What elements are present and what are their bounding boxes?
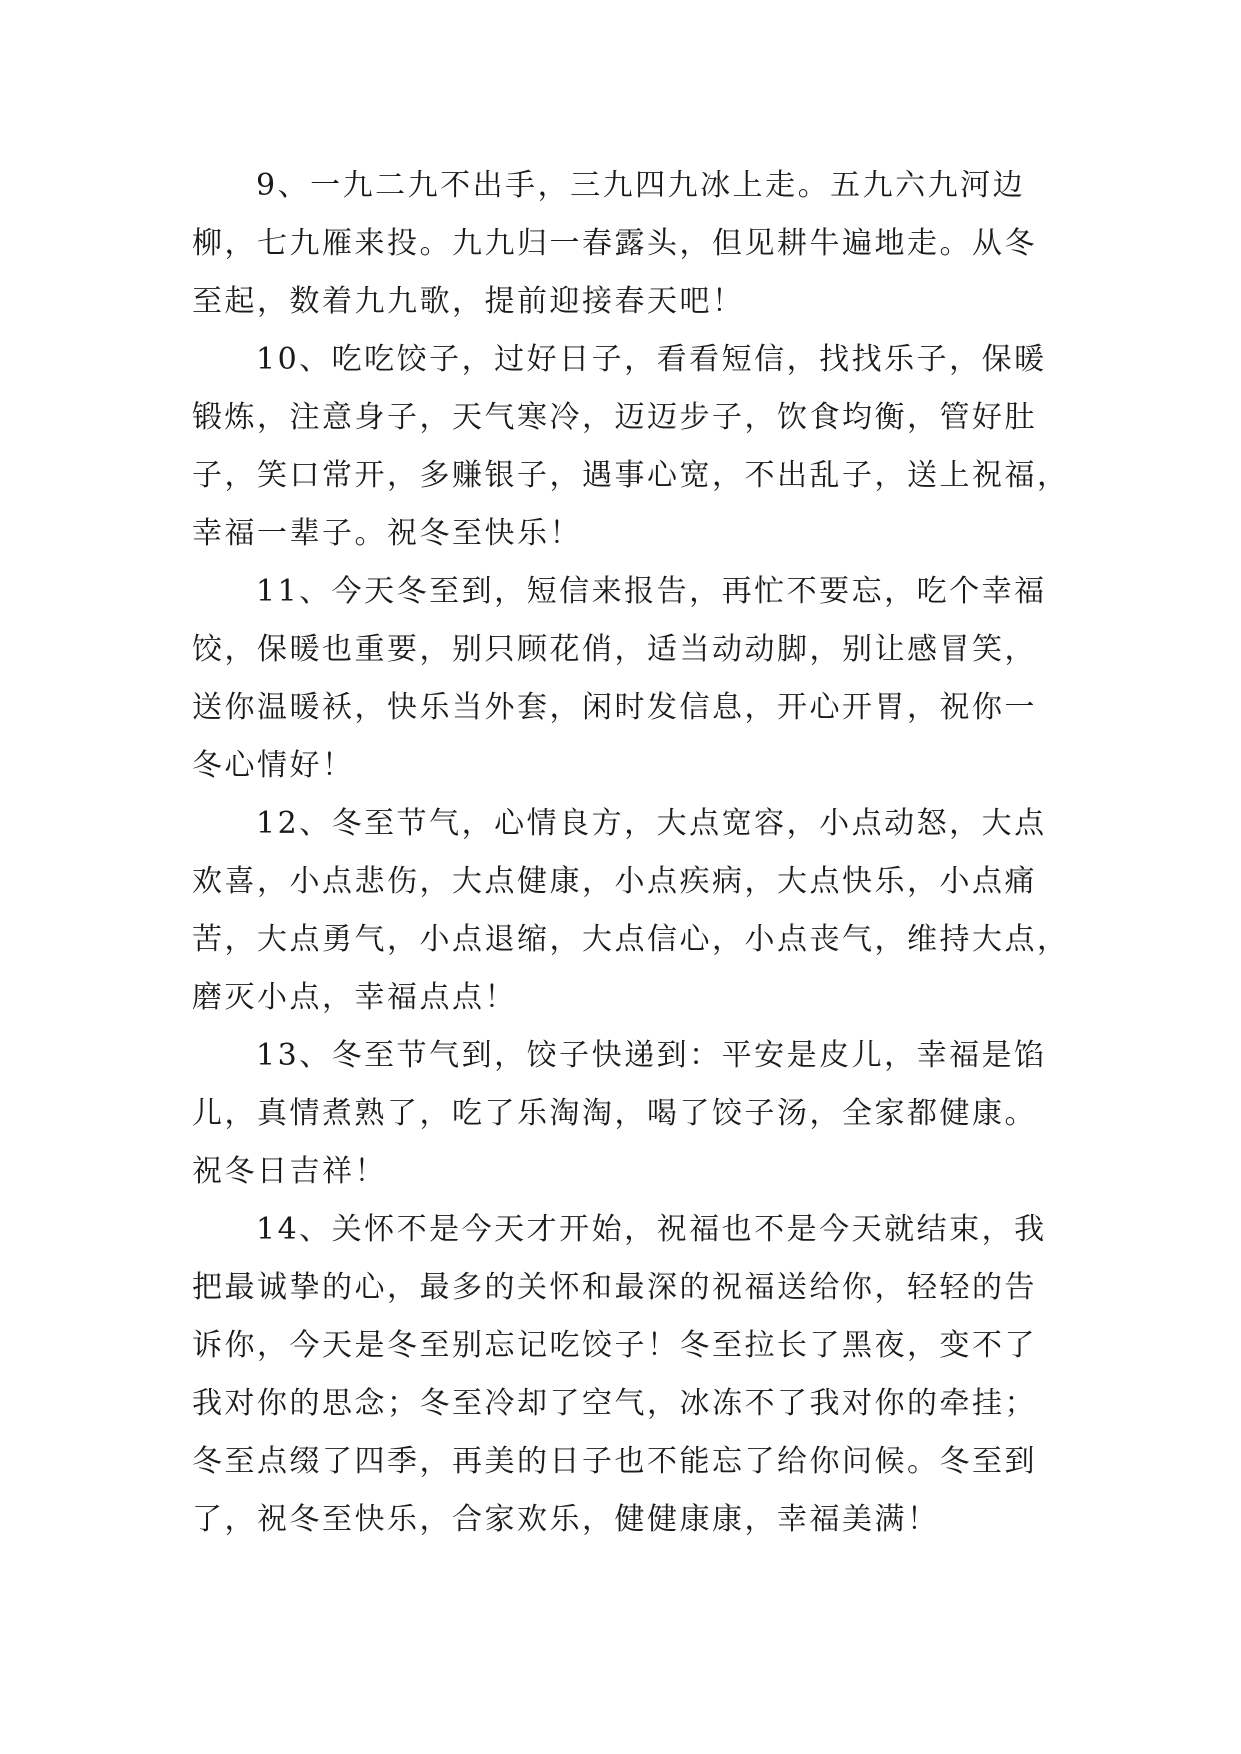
text-line: 诉你，今天是冬至别忘记吃饺子！冬至拉长了黑夜，变不了 (192, 1328, 1037, 1363)
text-line: 幸福一辈子。祝冬至快乐！ (192, 516, 582, 551)
text-line: 我对你的思念；冬至冷却了空气，冰冻不了我对你的牵挂； (192, 1386, 1037, 1421)
text-line: 苦，大点勇气，小点退缩，大点信心，小点丧气，维持大点， (192, 922, 1070, 957)
text-line: 11、今天冬至到，短信来报告，再忙不要忘，吃个幸福 (256, 574, 1047, 609)
text-line: 13、冬至节气到，饺子快递到：平安是皮儿，幸福是馅 (256, 1038, 1047, 1073)
paragraph-9 (192, 157, 1062, 331)
text-line: 欢喜，小点悲伤，大点健康，小点疾病，大点快乐，小点痛 (192, 864, 1037, 899)
paragraph-10 (192, 331, 1070, 563)
text-line: 柳，七九雁来投。九九归一春露头，但见耕牛遍地走。从冬 (192, 226, 1037, 261)
text-line: 磨灭小点，幸福点点！ (192, 980, 517, 1015)
text-line: 饺，保暖也重要，别只顾花俏，适当动动脚，别让感冒笑， (192, 632, 1037, 667)
text-line: 儿，真情煮熟了，吃了乐淘淘，喝了饺子汤，全家都健康。 (192, 1096, 1037, 1131)
text-line: 把最诚挚的心，最多的关怀和最深的祝福送给你，轻轻的告 (192, 1270, 1037, 1305)
text-line: 冬心情好！ (192, 748, 355, 783)
text-line: 12、冬至节气，心情良方，大点宽容，小点动怒，大点 (256, 806, 1047, 841)
text-line: 了，祝冬至快乐，合家欢乐，健健康康，幸福美满！ (192, 1502, 940, 1537)
paragraph-14 (192, 1201, 1062, 1549)
text-line: 14、关怀不是今天才开始，祝福也不是今天就结束，我 (256, 1212, 1047, 1247)
text-line: 冬至点缀了四季，再美的日子也不能忘了给你问候。冬至到 (192, 1444, 1037, 1479)
text-line: 子，笑口常开，多赚银子，遇事心宽，不出乱子，送上祝福， (192, 458, 1070, 493)
paragraph-11 (192, 563, 1062, 795)
text-line: 祝冬日吉祥！ (192, 1154, 387, 1189)
text-line: 送你温暖袄，快乐当外套，闲时发信息，开心开胃，祝你一 (192, 690, 1037, 725)
paragraph-13 (192, 1027, 1062, 1201)
text-line: 9、一九二九不出手，三九四九冰上走。五九六九河边 (256, 168, 1026, 203)
paragraph-12 (192, 795, 1070, 1027)
text-line: 锻炼，注意身子，天气寒冷，迈迈步子，饮食均衡，管好肚 (192, 400, 1037, 435)
text-line: 10、吃吃饺子，过好日子，看看短信，找找乐子，保暖 (256, 342, 1047, 377)
text-line: 至起，数着九九歌，提前迎接春天吧！ (192, 284, 745, 319)
